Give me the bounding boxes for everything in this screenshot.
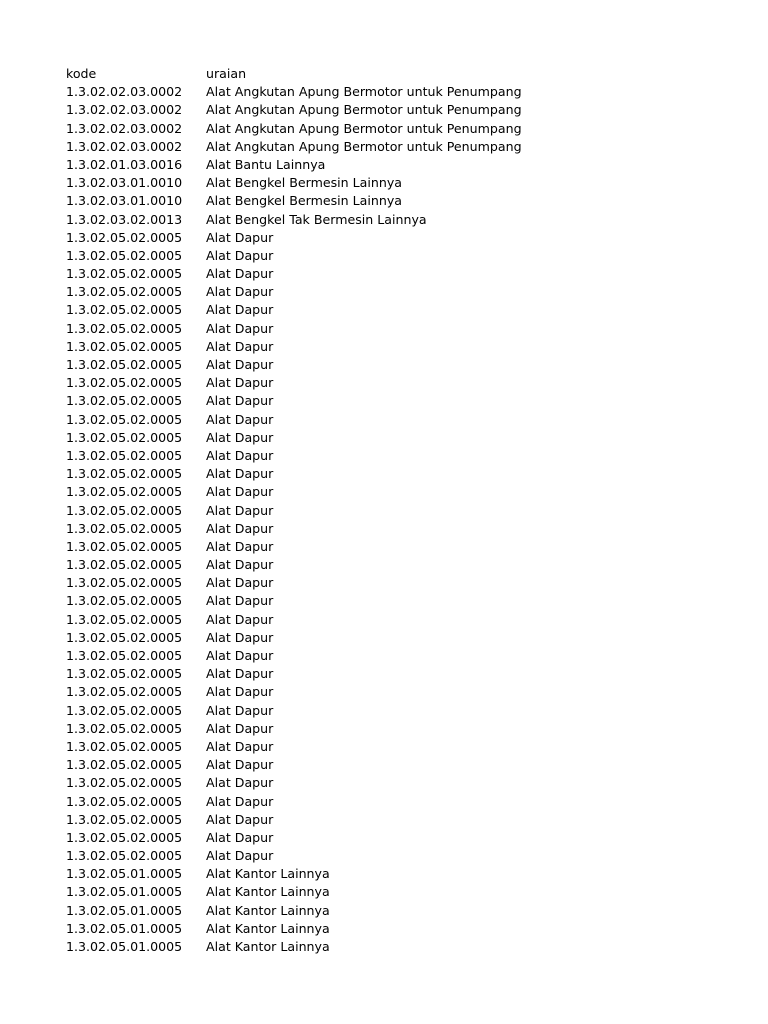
table-row (66, 301, 746, 319)
cell-uraian: Alat Dapur (206, 320, 274, 336)
cell-kode: 1.3.02.05.02.0005 (66, 429, 183, 445)
cell-kode: 1.3.02.05.02.0005 (66, 738, 183, 754)
table-row (66, 374, 746, 392)
table-row (66, 574, 746, 592)
cell-uraian: Alat Dapur (206, 229, 274, 245)
table-row (66, 465, 746, 483)
cell-uraian: Alat Dapur (206, 466, 274, 482)
cell-uraian: Alat Dapur (206, 666, 274, 682)
cell-kode: 1.3.02.05.02.0005 (66, 557, 183, 573)
table-row (66, 665, 746, 683)
cell-kode: 1.3.02.05.02.0005 (66, 247, 183, 263)
cell-uraian: Alat Kantor Lainnya (206, 902, 330, 918)
cell-uraian: Alat Dapur (206, 538, 274, 554)
cell-uraian: Alat Angkutan Apung Bermotor untuk Penumpang (206, 84, 522, 100)
table-row (66, 447, 746, 465)
cell-kode: 1.3.02.02.03.0002 (66, 84, 183, 100)
cell-kode: 1.3.02.05.02.0005 (66, 302, 183, 318)
cell-uraian: Alat Angkutan Apung Bermotor untuk Penumpang (206, 138, 522, 154)
table-row (66, 192, 746, 210)
cell-kode: 1.3.02.05.02.0005 (66, 538, 183, 554)
cell-uraian: Alat Dapur (206, 357, 274, 372)
cell-kode: 1.3.02.05.02.0005 (66, 757, 183, 773)
cell-kode: 1.3.02.05.02.0005 (66, 666, 183, 682)
table-row (66, 356, 746, 374)
cell-kode: 1.3.02.05.02.0005 (66, 793, 183, 809)
cell-uraian: Alat Dapur (206, 811, 274, 827)
cell-kode: 1.3.02.05.02.0005 (66, 266, 183, 282)
cell-uraian: Alat Dapur (206, 557, 274, 573)
cell-uraian: Alat Dapur (206, 738, 274, 754)
cell-kode: 1.3.02.05.01.0005 (66, 884, 183, 900)
data-table (66, 65, 746, 956)
table-row (66, 120, 746, 138)
cell-kode: 1.3.02.05.02.0005 (66, 484, 183, 500)
cell-kode: 1.3.02.05.02.0005 (66, 775, 183, 791)
header-uraian: uraian (206, 66, 247, 81)
cell-kode: 1.3.02.01.03.0016 (66, 156, 183, 172)
table-row (66, 902, 746, 920)
table-row (66, 592, 746, 610)
cell-kode: 1.3.02.05.01.0005 (66, 902, 183, 918)
cell-kode: 1.3.02.05.02.0005 (66, 593, 183, 609)
cell-kode: 1.3.02.03.01.0010 (66, 193, 183, 209)
table-row (66, 211, 746, 229)
table-row (66, 502, 746, 520)
cell-kode: 1.3.02.05.02.0005 (66, 648, 183, 663)
table-row (66, 156, 746, 174)
table-row (66, 83, 746, 101)
cell-kode: 1.3.02.02.03.0002 (66, 138, 183, 154)
table-row (66, 829, 746, 847)
cell-kode: 1.3.02.05.02.0005 (66, 829, 183, 845)
cell-uraian: Alat Kantor Lainnya (206, 920, 330, 936)
table-row (66, 247, 746, 265)
cell-kode: 1.3.02.05.02.0005 (66, 357, 183, 372)
cell-kode: 1.3.02.05.02.0005 (66, 720, 183, 736)
table-row (66, 702, 746, 720)
table-row (66, 392, 746, 410)
cell-uraian: Alat Dapur (206, 484, 274, 500)
cell-uraian: Alat Dapur (206, 829, 274, 845)
cell-uraian: Alat Angkutan Apung Bermotor untuk Penumpang (206, 120, 522, 136)
table-row (66, 283, 746, 301)
cell-uraian: Alat Dapur (206, 848, 274, 864)
table-row (66, 556, 746, 574)
cell-uraian: Alat Dapur (206, 702, 274, 718)
table-row (66, 629, 746, 647)
table-row (66, 774, 746, 792)
table-row (66, 520, 746, 538)
cell-uraian: Alat Dapur (206, 593, 274, 609)
cell-uraian: Alat Bengkel Bermesin Lainnya (206, 193, 403, 209)
cell-uraian: Alat Kantor Lainnya (206, 939, 330, 954)
cell-kode: 1.3.02.05.02.0005 (66, 447, 183, 463)
cell-uraian: Alat Dapur (206, 502, 274, 518)
cell-uraian: Alat Dapur (206, 629, 274, 645)
table-row (66, 756, 746, 774)
cell-uraian: Alat Dapur (206, 684, 274, 700)
cell-uraian: Alat Dapur (206, 611, 274, 627)
cell-uraian: Alat Dapur (206, 302, 274, 318)
cell-kode: 1.3.02.03.02.0013 (66, 211, 183, 227)
cell-uraian: Alat Dapur (206, 429, 274, 445)
cell-uraian: Alat Dapur (206, 247, 274, 263)
cell-uraian: Alat Dapur (206, 411, 274, 427)
table-row (66, 538, 746, 556)
header-kode: kode (66, 66, 97, 81)
table-row (66, 429, 746, 447)
cell-kode: 1.3.02.02.03.0002 (66, 120, 183, 136)
cell-kode: 1.3.02.05.02.0005 (66, 848, 183, 864)
table-row (66, 338, 746, 356)
cell-uraian: Alat Bengkel Tak Bermesin Lainnya (206, 211, 427, 227)
table-body (66, 83, 746, 956)
cell-uraian: Alat Dapur (206, 393, 274, 409)
cell-kode: 1.3.02.05.02.0005 (66, 702, 183, 718)
table-row (66, 738, 746, 756)
table-row (66, 265, 746, 283)
table-row (66, 683, 746, 701)
cell-kode: 1.3.02.05.02.0005 (66, 502, 183, 518)
cell-uraian: Alat Dapur (206, 720, 274, 736)
table-row (66, 101, 746, 119)
cell-uraian: Alat Bengkel Bermesin Lainnya (206, 175, 403, 191)
cell-uraian: Alat Dapur (206, 793, 274, 809)
cell-kode: 1.3.02.05.01.0005 (66, 920, 183, 936)
table-row (66, 938, 746, 956)
cell-kode: 1.3.02.05.02.0005 (66, 320, 183, 336)
cell-kode: 1.3.02.05.02.0005 (66, 393, 183, 409)
table-row (66, 229, 746, 247)
cell-kode: 1.3.02.05.02.0005 (66, 684, 183, 700)
cell-kode: 1.3.02.05.01.0005 (66, 939, 183, 954)
table-row (66, 138, 746, 156)
table-row (66, 865, 746, 883)
table-row (66, 811, 746, 829)
cell-uraian: Alat Angkutan Apung Bermotor untuk Penumpang (206, 102, 522, 118)
table-row (66, 320, 746, 338)
cell-uraian: Alat Dapur (206, 520, 274, 536)
cell-uraian: Alat Dapur (206, 648, 274, 663)
cell-kode: 1.3.02.05.02.0005 (66, 375, 183, 391)
cell-kode: 1.3.02.03.01.0010 (66, 175, 183, 191)
cell-uraian: Alat Dapur (206, 338, 274, 354)
cell-kode: 1.3.02.05.02.0005 (66, 338, 183, 354)
cell-kode: 1.3.02.05.02.0005 (66, 811, 183, 827)
cell-uraian: Alat Dapur (206, 375, 274, 391)
cell-uraian: Alat Dapur (206, 284, 274, 300)
cell-uraian: Alat Dapur (206, 775, 274, 791)
cell-kode: 1.3.02.05.02.0005 (66, 629, 183, 645)
table-row (66, 411, 746, 429)
cell-uraian: Alat Dapur (206, 757, 274, 773)
cell-kode: 1.3.02.05.02.0005 (66, 611, 183, 627)
table-header-row (66, 65, 746, 83)
cell-kode: 1.3.02.05.02.0005 (66, 411, 183, 427)
table-row (66, 793, 746, 811)
cell-uraian: Alat Dapur (206, 575, 274, 591)
cell-uraian: Alat Kantor Lainnya (206, 866, 330, 882)
cell-kode: 1.3.02.05.01.0005 (66, 866, 183, 882)
table-row (66, 720, 746, 738)
cell-kode: 1.3.02.05.02.0005 (66, 284, 183, 300)
cell-kode: 1.3.02.05.02.0005 (66, 520, 183, 536)
cell-uraian: Alat Dapur (206, 447, 274, 463)
table-row (66, 611, 746, 629)
cell-kode: 1.3.02.02.03.0002 (66, 102, 183, 118)
cell-uraian: Alat Bantu Lainnya (206, 156, 326, 172)
table-row (66, 883, 746, 901)
cell-uraian: Alat Dapur (206, 266, 274, 282)
table-row (66, 647, 746, 665)
table-row (66, 174, 746, 192)
table-row (66, 920, 746, 938)
cell-uraian: Alat Kantor Lainnya (206, 884, 330, 900)
cell-kode: 1.3.02.05.02.0005 (66, 229, 183, 245)
table-row (66, 847, 746, 865)
cell-kode: 1.3.02.05.02.0005 (66, 466, 183, 482)
cell-kode: 1.3.02.05.02.0005 (66, 575, 183, 591)
table-row (66, 483, 746, 501)
